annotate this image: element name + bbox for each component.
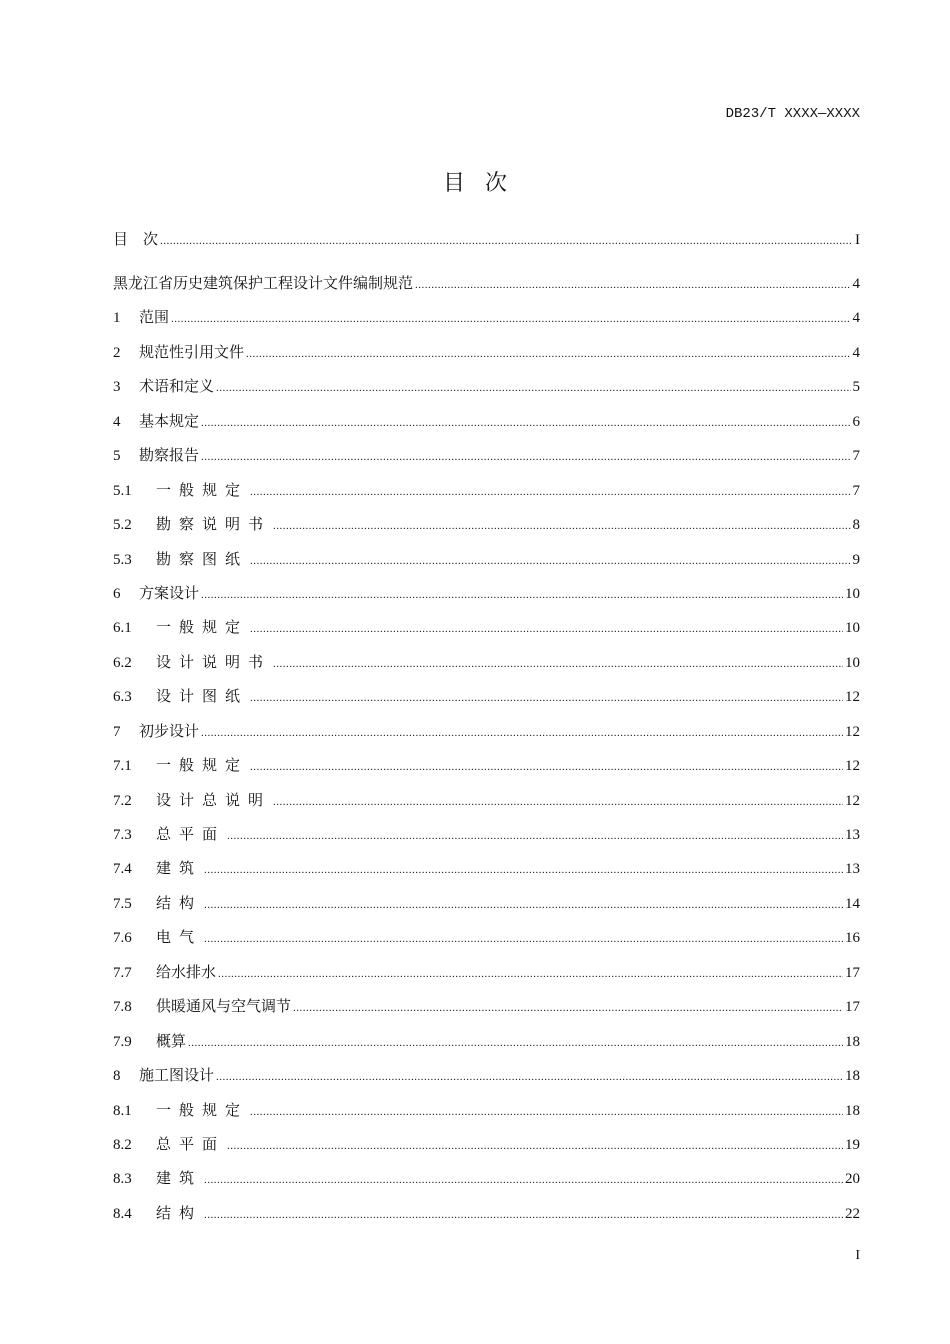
toc-entry[interactable] [113, 375, 860, 409]
toc-entry-title: 术语和定义 [139, 379, 215, 396]
toc-entry[interactable] [113, 444, 860, 478]
toc-entry-title: 设计图纸 [156, 689, 249, 706]
toc-entry-page: 10 [845, 654, 860, 671]
toc-entry-page: 13 [845, 827, 860, 843]
toc-entry-number: 6.3 [113, 689, 132, 706]
dot-leader [201, 417, 850, 429]
toc-entry-number: 7.2 [113, 792, 132, 809]
toc-entry-page: I [855, 232, 860, 248]
toc-entry-number: 6.2 [113, 654, 132, 671]
document-code: DB23/T XXXX—XXXX [725, 106, 860, 122]
toc-entry-title: 基本规定 [139, 413, 200, 430]
dot-leader [250, 486, 850, 498]
toc-entry-title: 给水排水 [156, 964, 217, 981]
toc-entry-page: 5 [852, 379, 860, 396]
toc-entry-page: 18 [845, 1033, 860, 1050]
dot-leader [250, 692, 843, 704]
toc-entry-title: 勘察报告 [139, 448, 200, 465]
toc-entry-page: 10 [845, 585, 860, 602]
toc-entry[interactable] [113, 892, 860, 926]
dot-leader [250, 623, 843, 635]
toc-entry-title: 一般规定 [156, 758, 249, 775]
page-title: 目次 [442, 170, 527, 195]
toc-entry-number: 3 [113, 379, 121, 396]
toc-entry-title: 一般规定 [156, 482, 249, 499]
dot-leader [216, 382, 850, 394]
toc-entry[interactable] [113, 410, 860, 444]
toc-entry-number: 4 [113, 413, 121, 430]
toc-entry-number: 7.5 [113, 895, 132, 912]
toc-entry-title: 方案设计 [139, 585, 200, 602]
toc-entry-number: 7.6 [113, 930, 132, 947]
toc-entry-title: 设计说明书 [156, 654, 272, 671]
toc-entry[interactable] [113, 1202, 860, 1236]
toc-entry-page: 12 [845, 723, 860, 740]
toc-entry-title: 总平面 [156, 1136, 226, 1153]
toc-entry[interactable] [113, 1099, 860, 1133]
toc-entry-page: 8 [852, 517, 860, 534]
dot-leader [204, 899, 843, 911]
dot-leader [250, 555, 850, 567]
toc-entry-page: 14 [845, 895, 860, 912]
dot-leader [171, 313, 850, 325]
dot-leader [250, 761, 843, 773]
toc-entry[interactable] [113, 926, 860, 960]
toc-entry[interactable] [113, 306, 860, 340]
dot-leader [204, 1209, 843, 1221]
toc-entry-page: 9 [852, 551, 860, 568]
toc-entry-title: 电气 [156, 930, 203, 947]
toc-entry-number: 8.2 [113, 1136, 132, 1153]
toc-entry-number: 7.9 [113, 1033, 132, 1050]
toc-entry-number: 5.2 [113, 517, 132, 534]
toc-entry[interactable] [113, 616, 860, 650]
toc-entry-page: 4 [852, 310, 860, 327]
toc-entry-title: 设计总说明 [156, 792, 272, 809]
dot-leader [246, 348, 850, 360]
toc-entry-number: 7.4 [113, 861, 132, 878]
toc-entry-number: 1 [113, 310, 121, 327]
toc-entry-title: 施工图设计 [139, 1068, 215, 1085]
toc-entry-title: 建筑 [156, 1171, 203, 1188]
dot-leader [201, 451, 850, 463]
dot-leader [293, 1002, 843, 1014]
dot-leader [218, 968, 843, 980]
dot-leader [273, 658, 843, 670]
toc-entry-page: 18 [845, 1102, 860, 1119]
toc-entry-page: 13 [845, 861, 860, 878]
toc-entry[interactable] [113, 272, 860, 306]
toc-entry-title: 一般规定 [156, 1102, 249, 1119]
toc-entry-number: 5.3 [113, 551, 132, 568]
toc-entry-number: 2 [113, 344, 121, 361]
toc-entry-page: 6 [852, 413, 860, 430]
toc-entry[interactable] [113, 582, 860, 616]
toc-entry-title: 目 次 [113, 232, 159, 248]
toc-entry-title: 勘察说明书 [156, 517, 272, 534]
dot-leader [201, 589, 843, 601]
toc-entry-title: 勘察图纸 [156, 551, 249, 568]
toc-entry-number: 7.1 [113, 758, 132, 775]
dot-leader [250, 1106, 843, 1118]
toc-entry-number: 8.1 [113, 1102, 132, 1119]
toc-entry-number: 7.7 [113, 964, 132, 981]
toc-entry-number: 8.3 [113, 1171, 132, 1188]
toc-entry-page: 10 [845, 620, 860, 637]
dot-leader [201, 727, 843, 739]
dot-leader [273, 520, 850, 532]
toc-entry-title: 结构 [156, 895, 203, 912]
toc-entry-page: 12 [845, 758, 860, 775]
toc-entry-number: 6.1 [113, 620, 132, 637]
dot-leader [204, 864, 843, 876]
toc-entry[interactable] [113, 857, 860, 891]
toc-entry-title: 初步设计 [139, 723, 200, 740]
toc-entry-number: 7.8 [113, 999, 132, 1016]
toc-entry-page: 4 [852, 276, 860, 292]
toc-entry-page: 18 [845, 1068, 860, 1085]
toc-entry-number: 5 [113, 448, 121, 465]
toc-entry-title: 建筑 [156, 861, 203, 878]
toc-entry-title: 一般规定 [156, 620, 249, 637]
toc-entry[interactable] [113, 823, 860, 857]
toc-entry-number: 7.3 [113, 827, 132, 843]
toc-entry[interactable] [113, 479, 860, 513]
dot-leader [204, 1174, 843, 1186]
toc-entry-title: 总平面 [156, 827, 226, 843]
toc-entry-number: 8 [113, 1068, 121, 1085]
toc-entry-page: 12 [845, 792, 860, 809]
toc-entry-title: 结构 [156, 1205, 203, 1222]
toc-entry-page: 16 [845, 930, 860, 947]
toc-entry-title: 供暖通风与空气调节 [156, 999, 292, 1016]
toc-entry-number: 8.4 [113, 1205, 132, 1222]
toc-entry[interactable] [113, 720, 860, 754]
toc-entry[interactable] [113, 995, 860, 1029]
toc-entry-page: 4 [852, 344, 860, 361]
toc-entry-title: 概算 [156, 1033, 187, 1050]
toc-entry-page: 7 [852, 448, 860, 465]
dot-leader [227, 1140, 843, 1152]
toc-entry-page: 19 [845, 1136, 860, 1153]
toc-entry[interactable] [113, 513, 860, 547]
dot-leader [204, 933, 843, 945]
toc-entry-page: 20 [845, 1171, 860, 1188]
toc-entry[interactable] [113, 341, 860, 375]
page-number: I [855, 1248, 860, 1263]
toc-entry[interactable] [113, 651, 860, 685]
toc-entry[interactable] [113, 754, 860, 788]
toc-entry[interactable] [113, 685, 860, 719]
toc-entry-title: 黑龙江省历史建筑保护工程设计文件编制规范 [113, 276, 414, 292]
toc-entry[interactable] [113, 1133, 860, 1167]
toc-entry[interactable] [113, 548, 860, 582]
toc-entry-page: 12 [845, 689, 860, 706]
toc-entry[interactable] [113, 789, 860, 823]
dot-leader [415, 279, 850, 291]
toc-entry-number: 7 [113, 723, 121, 740]
toc-entry-number: 5.1 [113, 482, 132, 499]
toc-entry-page: 22 [845, 1205, 860, 1222]
toc-entry[interactable] [113, 1167, 860, 1201]
dot-leader [216, 1071, 843, 1083]
table-of-contents [113, 228, 860, 1236]
toc-entry-page: 17 [845, 999, 860, 1016]
toc-entry[interactable] [113, 1064, 860, 1098]
toc-entry-page: 7 [852, 482, 860, 499]
dot-leader [227, 830, 843, 842]
toc-entry-page: 17 [845, 964, 860, 981]
toc-entry-title: 规范性引用文件 [139, 344, 245, 361]
toc-entry-number: 6 [113, 585, 121, 602]
dot-leader [188, 1037, 843, 1049]
toc-entry[interactable] [113, 228, 860, 272]
toc-entry[interactable] [113, 961, 860, 995]
toc-entry-title: 范围 [139, 310, 170, 327]
toc-entry[interactable] [113, 1030, 860, 1064]
dot-leader [273, 796, 843, 808]
dot-leader [160, 235, 853, 247]
